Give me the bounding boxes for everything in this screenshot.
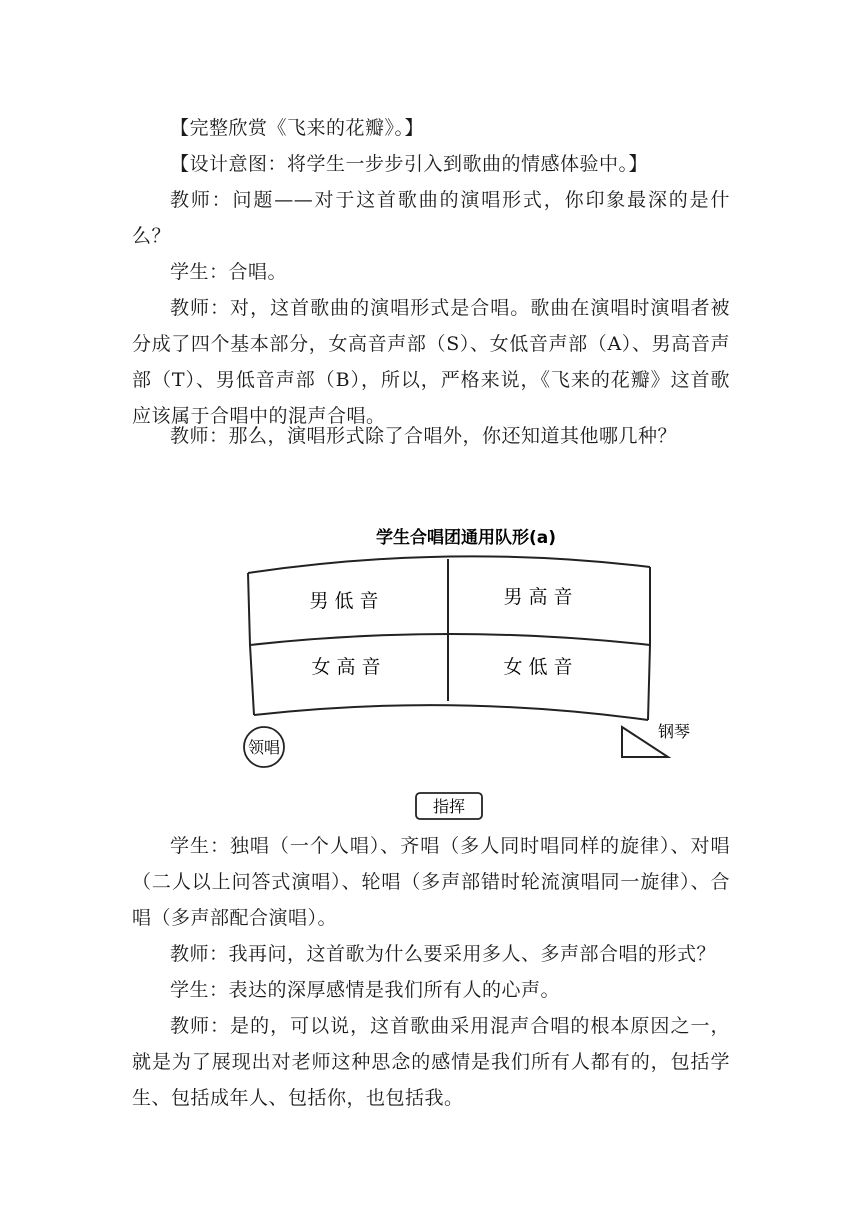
paragraph-teacher-explain: 教师：对，这首歌曲的演唱形式是合唱。歌曲在演唱时演唱者被分成了四个基本部分，女高音声部（S）、女低音声部（A）、男高音声部（T）、男低音声部（B），所以，严格来说，《飞来的花瓣》这首歌应该属于合唱中的混声合唱。 xyxy=(132,297,730,427)
section-alto-label: 女 低 音 xyxy=(503,656,573,678)
paragraph-student-feelings: 学生：表达的深厚感情是我们所有人的心声。 xyxy=(170,979,561,1001)
lead-singer-label: 领唱 xyxy=(247,738,281,757)
section-bass-label: 男 低 音 xyxy=(309,590,379,612)
paragraph-teacher-why: 教师：我再问，这首歌为什么要采用多人、多声部合唱的形式？ xyxy=(170,943,717,965)
formation-right-edge xyxy=(648,567,650,720)
paragraph-teacher-other-forms: 教师：那么，演唱形式除了合唱外，你还知道其他哪几种？ xyxy=(170,425,678,447)
paragraph-teacher-question: 教师：问题——对于这首歌曲的演唱形式，你印象最深的是什么？ xyxy=(132,189,730,247)
formation-bottom-curve xyxy=(254,705,648,720)
paragraph-student-forms: 学生：独唱（一个人唱）、齐唱（多人同时唱同样的旋律）、对唱（二人以上问答式演唱）、轮唱（多声部错时轮流演唱同一旋律）、合唱（多声部配合演唱）。 xyxy=(132,835,730,929)
paragraph-design-intent: 【设计意图：将学生一步步引入到歌曲的情感体验中。】 xyxy=(170,153,649,175)
figure-title: 学生合唱团通用队形(a) xyxy=(375,528,557,548)
section-soprano-label: 女 高 音 xyxy=(311,656,381,678)
piano-label: 钢琴 xyxy=(657,722,691,741)
paragraph-teacher-conclusion: 教师：是的，可以说，这首歌曲采用混声合唱的根本原因之一，就是为了展现出对老师这种思念的感情是我们所有人都有的，包括学生、包括成年人、包括你，也包括我。 xyxy=(132,1015,730,1109)
section-tenor-label: 男 高 音 xyxy=(503,586,573,608)
conductor-label: 指挥 xyxy=(432,797,466,816)
paragraph-student-chorus: 学生：合唱。 xyxy=(170,261,288,283)
paragraph-appreciate: 【完整欣赏《飞来的花瓣》。】 xyxy=(170,117,425,139)
chorus-formation-figure xyxy=(226,515,706,825)
formation-middle-curve xyxy=(250,634,650,645)
chorus-formation-diagram xyxy=(226,515,706,825)
